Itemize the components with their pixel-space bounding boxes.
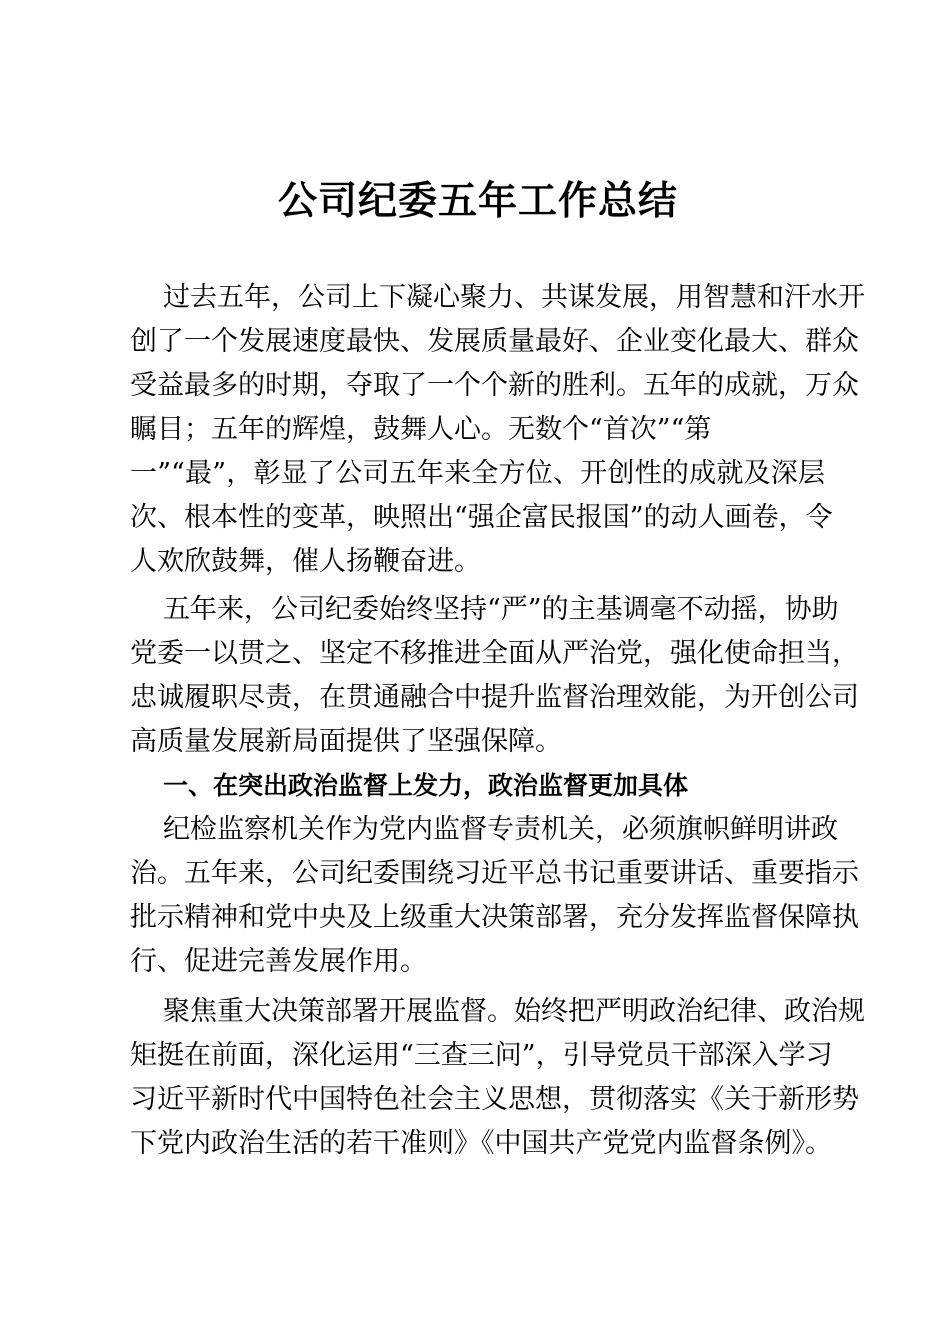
text-line: 矩挺在前面，深化运用“三查三问”，引导党员干部深入学习 (130, 1040, 833, 1071)
paragraph-intro (130, 276, 865, 584)
text-line: 忠诚履职尽责，在贯通融合中提升监督治理效能，为开创公司 (130, 682, 859, 713)
text-line: 过去五年，公司上下凝心聚力、共谋发展，用智慧和汗水开 (163, 282, 865, 313)
text-line: 批示精神和党中央及上级重大决策部署，充分发挥监督保障执 (130, 902, 859, 933)
text-line: 习近平新时代中国特色社会主义思想，贯彻落实《关于新形势 (130, 1084, 859, 1115)
text-line: 次、根本性的变革，映照出“强企富民报国”的动人画卷，令 (130, 502, 833, 533)
text-line: 高质量发展新局面提供了坚强保障。 (130, 726, 562, 757)
text-line: 瞩目；五年的辉煌，鼓舞人心。无数个“首次”“第 (130, 414, 712, 445)
text-line: 五年来，公司纪委始终坚持“严”的主基调毫不动摇，协助 (163, 594, 839, 625)
text-line: 党委一以贯之、坚定不移推进全面从严治党，强化使命担当， (130, 638, 859, 669)
section-heading (130, 764, 825, 808)
text-line: 人欢欣鼓舞，催人扬鞭奋进。 (130, 546, 481, 577)
text-line: 一”“最”，彰显了公司五年来全方位、开创性的成就及深层 (130, 458, 825, 489)
paragraph-section1 (130, 808, 859, 984)
paragraph-decisions (130, 990, 865, 1166)
text-line: 创了一个发展速度最快、发展质量最好、企业变化最大、群众 (130, 326, 859, 357)
text-line: 聚焦重大决策部署开展监督。始终把严明政治纪律、政治规 (163, 996, 865, 1027)
text-line: 治。五年来，公司纪委围绕习近平总书记重要讲话、重要指示 (130, 858, 859, 889)
heading-line: 一、在突出政治监督上发力，政治监督更加具体 (163, 771, 689, 800)
text-line: 行、促进完善发展作用。 (130, 946, 427, 977)
paragraph-summary (130, 588, 859, 764)
text-line: 纪检监察机关作为党内监督专责机关，必须旗帜鲜明讲政 (163, 814, 838, 845)
document-title: 公司纪委五年工作总结 (277, 179, 678, 224)
text-line: 下党内政治生活的若干准则》《中国共产党党内监督条例》。 (130, 1128, 832, 1159)
text-line: 受益最多的时期，夺取了一个个新的胜利。五年的成就，万众 (130, 370, 859, 401)
